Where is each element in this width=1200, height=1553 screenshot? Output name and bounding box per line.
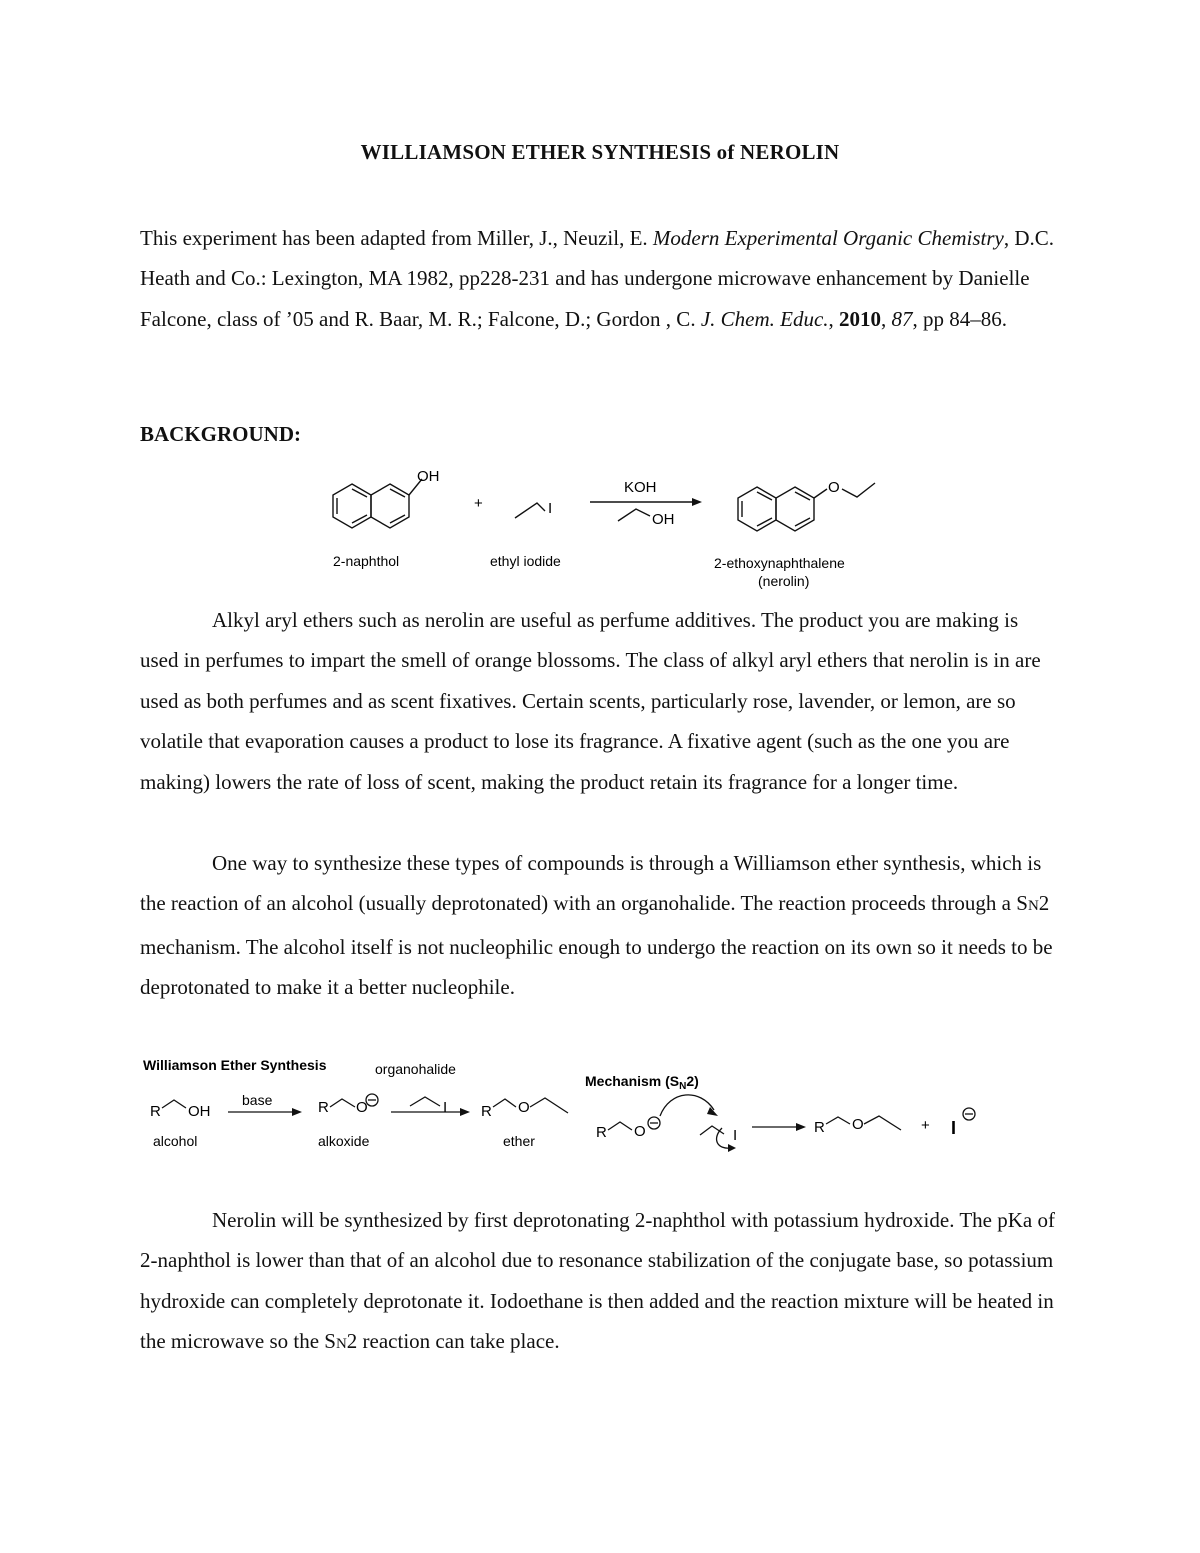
citation-journal: J. Chem. Educ. xyxy=(700,306,829,331)
label-2-naphthol: 2-naphthol xyxy=(333,553,400,569)
label-ether: ether xyxy=(503,1133,535,1149)
alcohol-r: R xyxy=(150,1103,161,1120)
label-product: 2-ethoxynaphthalene xyxy=(714,555,845,571)
ether-chain-right xyxy=(530,1098,568,1113)
plus-sign: + xyxy=(474,495,483,512)
ether-r: R xyxy=(481,1103,492,1120)
mech-iodide: I xyxy=(733,1127,738,1144)
background-paragraph-3 xyxy=(140,1200,1060,1365)
nerolin-reaction-scheme xyxy=(0,455,1200,595)
product-o-label: O xyxy=(828,479,840,496)
alcohol-oh: OH xyxy=(188,1103,211,1120)
paragraph-3-subscript: N xyxy=(335,1336,347,1353)
alkoxide-o: O xyxy=(356,1099,368,1116)
mech-r: R xyxy=(596,1124,607,1141)
label-alcohol: alcohol xyxy=(153,1133,198,1149)
ether-o: O xyxy=(518,1099,530,1116)
mechanism-heading: Mechanism $(S_N2)$ xyxy=(585,1073,699,1092)
ethoxy-chain xyxy=(842,483,875,497)
paragraph-2-subscript: N xyxy=(1027,898,1039,915)
nucleophilic-attack-arrow xyxy=(660,1095,714,1116)
nerolin-ring-right xyxy=(776,487,814,531)
background-paragraph-2 xyxy=(140,843,1060,1008)
citation-text-4: , xyxy=(881,306,892,331)
ethanol-chain xyxy=(618,509,650,521)
paragraph-2-text-2: 2 mechanism. The alcohol itself is not nucleophilic enough to undergo the reaction on its own so it needs to be deprotonated to make it a better nucleophile. xyxy=(140,891,1053,1000)
iodide-anion: I xyxy=(951,1118,957,1138)
base-label: base xyxy=(242,1092,273,1108)
naphthol-ring-left xyxy=(333,484,371,528)
reagent-label: KOH xyxy=(624,479,657,496)
paragraph-2-text-1: One way to synthesize these types of compounds is through a Williamson ether synthesis, which is the reaction of an alcohol (usually deprotonated) with an organohalide. The reaction proceeds through a S xyxy=(140,851,1042,916)
reaction-arrowhead xyxy=(692,498,702,506)
citation-year: 2010 xyxy=(839,306,882,331)
label-nerolin: (nerolin) xyxy=(758,573,810,589)
citation-volume: 87 xyxy=(891,306,913,331)
mech-ether-chain-right xyxy=(864,1116,901,1130)
williamson-mechanism-scheme xyxy=(0,1050,1200,1160)
organohalide-label: organohalide xyxy=(375,1061,456,1077)
label-ethyl-iodide: ethyl iodide xyxy=(490,553,561,569)
citation-paragraph xyxy=(140,218,1060,339)
citation-text-2: , D.C. Heath and Co.: Lexington, MA 1982, pp228-231 and has undergone microwave enhancement by Danielle Falcone, class of ’05 and R. Baar, M. R.; Falcone, D.; Gordon , C. xyxy=(140,226,1055,331)
alkoxide-chain xyxy=(330,1099,355,1107)
mech-ether-chain-left xyxy=(826,1117,850,1124)
background-heading: BACKGROUND: xyxy=(140,422,301,446)
document-title: WILLIAMSON ETHER SYNTHESIS of NEROLIN xyxy=(360,140,840,164)
scheme-heading: Williamson Ether Synthesis xyxy=(143,1057,327,1073)
alkoxide-r: R xyxy=(318,1099,329,1116)
iodide-label: I xyxy=(548,500,553,517)
mech-product-r: R xyxy=(814,1119,825,1136)
naphthol-ring-right xyxy=(371,484,409,528)
citation-text-3: , xyxy=(828,306,840,331)
background-paragraph-1 xyxy=(140,600,1060,802)
organohalide-i: I xyxy=(443,1099,448,1116)
ether-chain-left xyxy=(493,1099,516,1107)
citation-book-title: Modern Experimental Organic Chemistry xyxy=(652,226,1004,250)
mech-product-o: O xyxy=(852,1116,864,1133)
alcohol-chain xyxy=(162,1100,186,1108)
ethyl-iodide-chain xyxy=(515,503,545,518)
paragraph-3-text-2: 2 reaction can take place. xyxy=(346,1329,560,1354)
citation-text-5: , pp 84–86. xyxy=(912,306,1008,331)
label-alkoxide: alkoxide xyxy=(318,1133,370,1149)
mech-o: O xyxy=(634,1123,646,1140)
organohalide-chain xyxy=(410,1097,440,1106)
mech-plus: + xyxy=(921,1117,930,1134)
nerolin-ring-left xyxy=(738,487,776,531)
naphthol-oh-label: OH xyxy=(417,468,440,485)
mech-alkoxide-chain xyxy=(608,1122,632,1130)
paragraph-1-text: Alkyl aryl ethers such as nerolin are useful as perfume additives. The product you are making is used in perfumes to impart the smell of orange blossoms. The class of alkyl aryl ethers that nerolin is in are used as both perfumes and as scent fixatives. Certain scents, particularly rose, lavender, or lemon, are so volatile that evaporation causes a product to lose its fragrance. A fixative agent (such as the one you are making) lowers the rate of loss of scent, making the product retain its fragrance for a longer time. xyxy=(140,608,1041,794)
paragraph-3-text-1: Nerolin will be synthesized by first deprotonating 2-naphthol with potassium hydroxide. The pKa of 2-naphthol is lower than that of an alcohol due to resonance stabilization of the conjugate base, so potassium hydroxide can completely deprotonate it. Iodoethane is then added and the reaction mixture will be heated in the microwave so the S xyxy=(140,1208,1055,1354)
ethanol-oh-label: OH xyxy=(652,511,675,528)
citation-text-1: This experiment has been adapted from Miller, J., Neuzil, E. xyxy=(140,226,653,250)
